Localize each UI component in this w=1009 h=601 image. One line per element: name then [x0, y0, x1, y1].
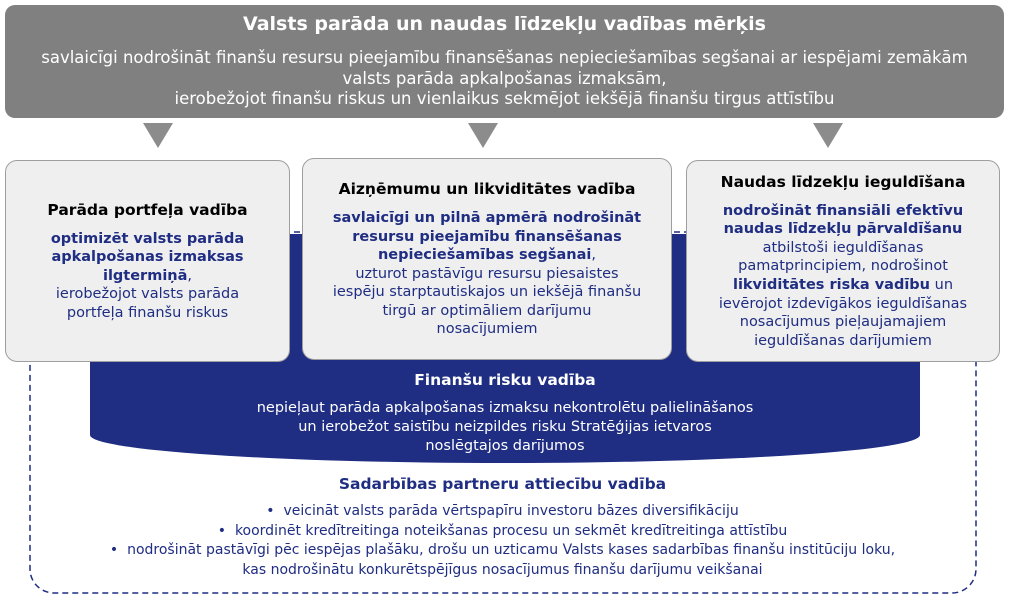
text-line — [719, 257, 967, 276]
text: ierobežojot valsts parāda — [55, 286, 240, 303]
bullet-line: • veicināt valsts parāda vērtspapīru investoru bāzes diversifikāciju — [30, 502, 975, 522]
text-line: valsts parāda apkalpošanas izmaksām, — [342, 68, 667, 88]
box-title: Parāda portfeļa vadība — [47, 200, 248, 219]
text: , — [591, 247, 596, 264]
text-line — [719, 313, 967, 332]
text: portfeļa finanšu riskus — [66, 304, 229, 321]
bullet-item — [30, 522, 975, 542]
emphasized-text: nodrošināt finansiāli efektīvu — [722, 202, 964, 219]
text: pamatprincipiem, nodrošinot — [738, 258, 948, 275]
box-description — [51, 230, 244, 323]
text-line: nepieļaut parāda apkalpošanas izmaksu nekontrolētu palielināšanos — [256, 400, 754, 416]
arrow-down-icon — [143, 123, 173, 148]
partner-relations-section — [30, 474, 975, 580]
text-line: ierobežojot finanšu riskus un vienlaikus sekmējot iekšējā finanšu tirgus attīstību — [174, 89, 835, 108]
text-line — [51, 304, 244, 323]
box-description — [719, 202, 967, 351]
bullet-line: kas nodrošinātu konkurētspējīgus nosacījumus finanšu darījumu veikšanai — [242, 561, 763, 578]
text-line — [51, 248, 244, 267]
goal-description — [5, 48, 1004, 110]
text-line — [333, 209, 641, 228]
emphasized-text: optimizēt valsts parāda — [50, 230, 245, 247]
bullet-item — [30, 541, 975, 580]
text: ieguldīšanas darījumiem — [754, 332, 932, 349]
text-line — [333, 320, 641, 339]
box-borrowing-liquidity — [302, 158, 672, 360]
text: atbilstoši ieguldīšanas — [762, 239, 924, 256]
box-portfolio-management — [5, 160, 290, 362]
text-line — [333, 283, 641, 302]
text-line — [719, 220, 967, 239]
arrow-down-icon — [813, 123, 843, 148]
emphasized-text: likviditātes riska vadību — [732, 277, 931, 293]
bullet-line: • koordinēt kredītreitinga noteikšanas procesu un sekmēt kredītreitinga attīstību — [30, 522, 975, 542]
text-line — [333, 228, 641, 247]
text-line — [719, 202, 967, 221]
emphasized-text: nepieciešamības segšanai — [377, 247, 592, 264]
text-line: noslēgtajos darījumos — [425, 438, 585, 454]
text: nosacījumus pieļaujamajiem — [739, 314, 947, 331]
text: nosacījumiem — [436, 321, 538, 338]
partners-title: Sadarbības partneru attiecību vadība — [338, 475, 667, 493]
text: tirgū ar optimāliem darījumu — [382, 302, 592, 319]
text-line — [719, 332, 967, 351]
text: uzturot pastāvīgu resursu piesaistes — [355, 265, 619, 282]
goal-title: Valsts parāda un naudas līdzekļu vadības mērķis — [243, 13, 766, 35]
text: , — [187, 267, 193, 284]
box-cash-investment — [686, 160, 1000, 362]
box-description — [333, 209, 641, 339]
text-line — [333, 246, 641, 265]
text-line — [51, 285, 244, 304]
box-title: Aizņēmumu un likviditātes vadība — [338, 179, 636, 198]
text: un — [930, 277, 954, 293]
text-line — [719, 276, 967, 295]
text-line — [333, 265, 641, 284]
text-line — [719, 239, 967, 258]
emphasized-text: resursu pieejamību finansēšanas — [352, 228, 622, 245]
goal-panel — [5, 5, 1004, 118]
emphasized-text: savlaicīgi un pilnā apmērā nodrošināt — [332, 209, 642, 226]
risk-title: Finanšu risku vadība — [414, 371, 596, 389]
text-line: un ierobežot saistību neizpildes risku Stratēģijas ietvaros — [298, 419, 712, 435]
text: iespēju starptautiskajos un iekšējā finanšu — [332, 284, 642, 301]
text-line — [51, 230, 244, 249]
bullet-line: • nodrošināt pastāvīgi pēc iespējas plašāku, drošu un uzticamu Valsts kases sadarbības finanšu institūciju loku, — [30, 541, 975, 561]
emphasized-text: naudas līdzekļu pārvaldīšanu — [723, 221, 963, 238]
text-line — [333, 302, 641, 321]
text-line — [51, 267, 244, 286]
emphasized-text: ilgtermiņā — [102, 267, 188, 284]
risk-description — [90, 399, 920, 456]
text: ievērojot izdevīgākos ieguldīšanas — [718, 295, 968, 312]
emphasized-text: apkalpošanas izmaksas — [51, 249, 244, 266]
partners-bullet-list — [30, 502, 975, 580]
bullet-item — [30, 502, 975, 522]
box-title: Naudas līdzekļu ieguldīšana — [720, 172, 966, 191]
text-line: savlaicīgi nodrošināt finanšu resursu pieejamību finansēšanas nepieciešamības segšanai ar iespējami zemākām — [41, 48, 968, 67]
text-line — [719, 295, 967, 314]
arrow-down-icon — [468, 123, 498, 148]
